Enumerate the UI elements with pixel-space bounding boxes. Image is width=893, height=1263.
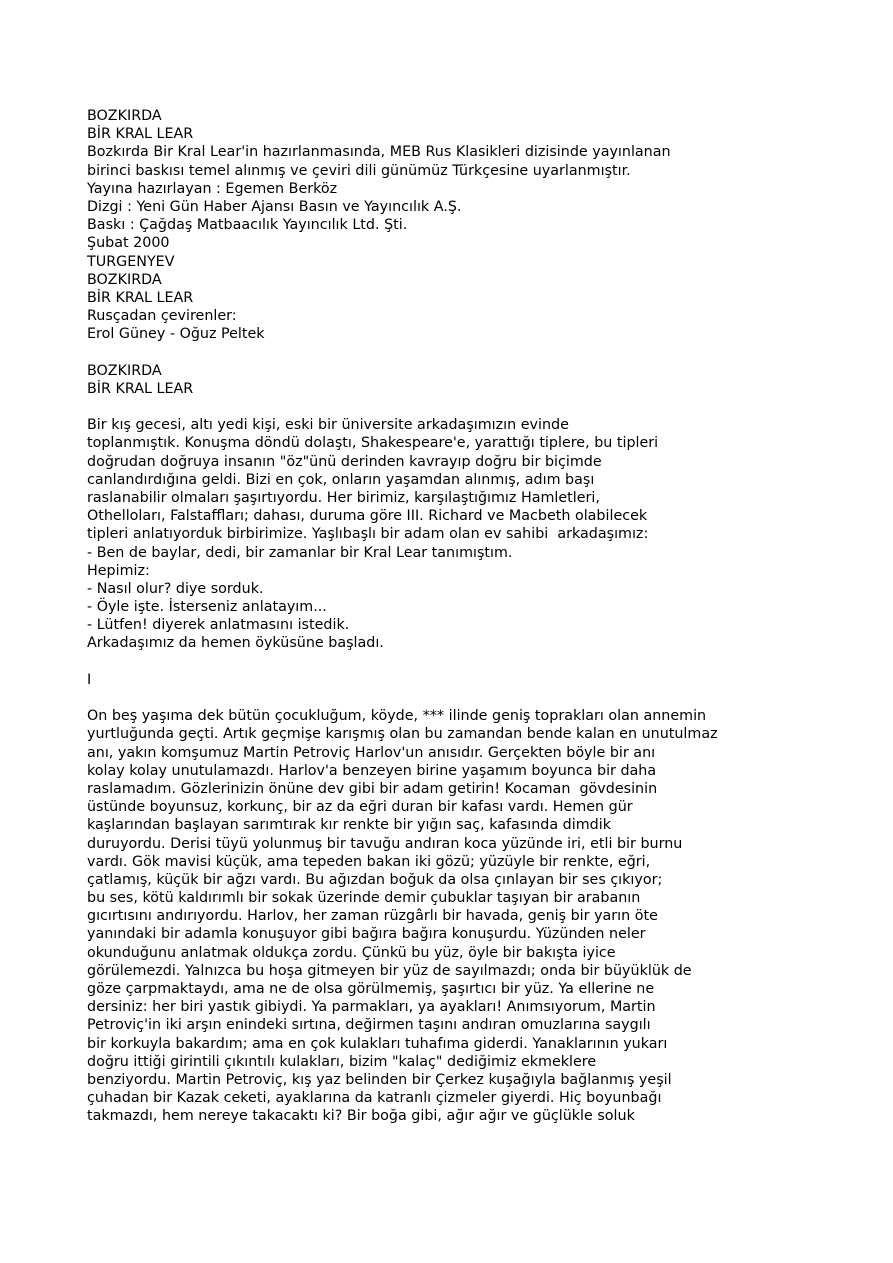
text-line: - Ben de baylar, dedi, bir zamanlar bir Kral Lear tanımıştım.	[87, 544, 513, 561]
text-line: tipleri anlatıyorduk birbirimize. Yaşlıbaşlı bir adam olan ev sahibi arkadaşımız:	[87, 526, 649, 543]
text-line: BİR KRAL LEAR	[87, 380, 194, 397]
text-line: BOZKIRDA	[87, 271, 162, 288]
text-line: çuhadan bir Kazak ceketi, ayaklarına da katranlı çizmeler giyerdi. Hiç boyunbağı	[87, 1090, 662, 1107]
text-line: Bozkırda Bir Kral Lear'in hazırlanmasında, MEB Rus Klasikleri dizisinde yayınlanan	[87, 144, 671, 161]
text-line: dersiniz: her biri yastık gibiydi. Ya parmakları, ya ayakları! Anımsıyorum, Martin	[87, 999, 656, 1016]
text-line: birinci baskısı temel alınmış ve çeviri dili günümüz Türkçesine uyarlanmıştır.	[87, 162, 631, 179]
text-line: toplanmıştık. Konuşma döndü dolaştı, Shakespeare'e, yarattığı tiplere, bu tipleri	[87, 435, 659, 452]
text-line: raslamadım. Gözlerinizin önüne dev gibi bir adam getirin! Kocaman gövdesinin	[87, 780, 658, 797]
text-line: Rusçadan çevirenler:	[87, 308, 237, 325]
text-line: kolay kolay unutulamazdı. Harlov'a benzeyen birine yaşamım boyunca bir daha	[87, 762, 657, 779]
text-line: Yayına hazırlayan : Egemen Berköz	[87, 180, 338, 197]
text-line: gıcırtısını andırıyordu. Harlov, her zaman rüzgârlı bir havada, geniş bir yarın öte	[87, 908, 658, 925]
text-line: benziyordu. Martin Petroviç, kış yaz belinden bir Çerkez kuşağıyla bağlanmış yeşil	[87, 1071, 672, 1088]
text-line: görülemezdi. Yalnızca bu hoşa gitmeyen bir yüz de sayılmazdı; onda bir büyüklük de	[87, 962, 692, 979]
text-line: raslanabilir olmaları şaşırtıyordu. Her birimiz, karşılaştığımız Hamletleri,	[87, 489, 600, 506]
text-line: doğrudan doğruya insanın "öz"ünü derinden kavrayıp doğru bir biçimde	[87, 453, 602, 470]
text-line	[87, 398, 807, 416]
text-line: BOZKIRDA	[87, 362, 162, 379]
text-line	[87, 653, 807, 671]
text-line	[87, 343, 807, 361]
text-line: Dizgi : Yeni Gün Haber Ajansı Basın ve Yayıncılık A.Ş.	[87, 198, 462, 215]
text-line: I	[87, 671, 92, 688]
text-line: okunduğunu anlatmak oldukça zordu. Çünkü bu yüz, öyle bir bakışta iyice	[87, 944, 616, 961]
text-line: Baskı : Çağdaş Matbaacılık Yayıncılık Ltd. Şti.	[87, 217, 408, 234]
text-line: - Lütfen! diyerek anlatmasını istedik.	[87, 617, 350, 634]
text-line: BİR KRAL LEAR	[87, 126, 194, 143]
text-line: yanındaki bir adamla konuşuyor gibi bağıra bağıra konuşurdu. Yüzünden neler	[87, 926, 646, 943]
text-line: Arkadaşımız da hemen öyküsüne başladı.	[87, 635, 384, 652]
text-line: BİR KRAL LEAR	[87, 289, 194, 306]
text-line: - Nasıl olur? diye sorduk.	[87, 580, 264, 597]
document-page	[87, 107, 807, 1126]
text-line: BOZKIRDA	[87, 108, 162, 124]
text-line: vardı. Gök mavisi küçük, ama tepeden bakan iki gözü; yüzüyle bir renkte, eğri,	[87, 853, 651, 870]
text-line: Şubat 2000	[87, 235, 170, 252]
text-line: - Öyle işte. İsterseniz anlatayım...	[87, 599, 327, 616]
text-line: Hepimiz:	[87, 562, 150, 579]
text-line: doğru ittiği girintili çıkıntılı kulakları, bizim "kalaç" dediğimiz ekmeklere	[87, 1053, 597, 1070]
text-line: Othelloları, Falstaffları; dahası, duruma göre III. Richard ve Macbeth olabilecek	[87, 508, 648, 525]
text-line: Petroviç'in iki arşın enindeki sırtına, değirmen taşını andıran omuzlarına saygılı	[87, 1017, 651, 1034]
text-line: Erol Güney - Oğuz Peltek	[87, 326, 265, 343]
text-line: bir korkuyla bakardım; ama en çok kulakları tuhafıma giderdi. Yanaklarının yukarı	[87, 1035, 668, 1052]
text-line: kaşlarından başlayan sarımtırak kır renkte bir yığın saç, kafasında dimdik	[87, 817, 611, 834]
text-line: duruyordu. Derisi tüyü yolunmuş bir tavuğu andıran koca yüzünde iri, etli bir burnu	[87, 835, 683, 852]
text-line: çatlamış, küçük bir ağzı vardı. Bu ağızdan boğuk da olsa çınlayan bir ses çıkıyor;	[87, 871, 663, 888]
text-line: üstünde boyunsuz, korkunç, bir az da eğri duran bir kafası vardı. Hemen gür	[87, 799, 633, 816]
text-line	[87, 689, 807, 707]
text-line: Bir kış gecesi, altı yedi kişi, eski bir üniversite arkadaşımızın evinde	[87, 417, 569, 434]
text-line: takmazdı, hem nereye takacaktı ki? Bir boğa gibi, ağır ağır ve güçlükle soluk	[87, 1108, 635, 1125]
text-line: yurtluğunda geçti. Artık geçmişe karışmış olan bu zamandan bende kalan en unutulmaz	[87, 726, 718, 743]
text-line: canlandırdığına geldi. Bizi en çok, onların yaşamdan alınmış, adım başı	[87, 471, 595, 488]
text-line: TURGENYEV	[87, 253, 175, 270]
text-line: anı, yakın komşumuz Martin Petroviç Harlov'un anısıdır. Gerçekten böyle bir anı	[87, 744, 656, 761]
text-line: göze çarpmaktaydı, ama ne de olsa görülmemiş, şaşırtıcı bir yüz. Ya ellerine ne	[87, 981, 655, 997]
text-line: bu ses, kötü kaldırımlı bir sokak üzerinde demir çubuklar taşıyan bir arabanın	[87, 890, 641, 907]
text-line: On beş yaşıma dek bütün çocukluğum, köyde, *** ilinde geniş toprakları olan annemin	[87, 708, 707, 725]
